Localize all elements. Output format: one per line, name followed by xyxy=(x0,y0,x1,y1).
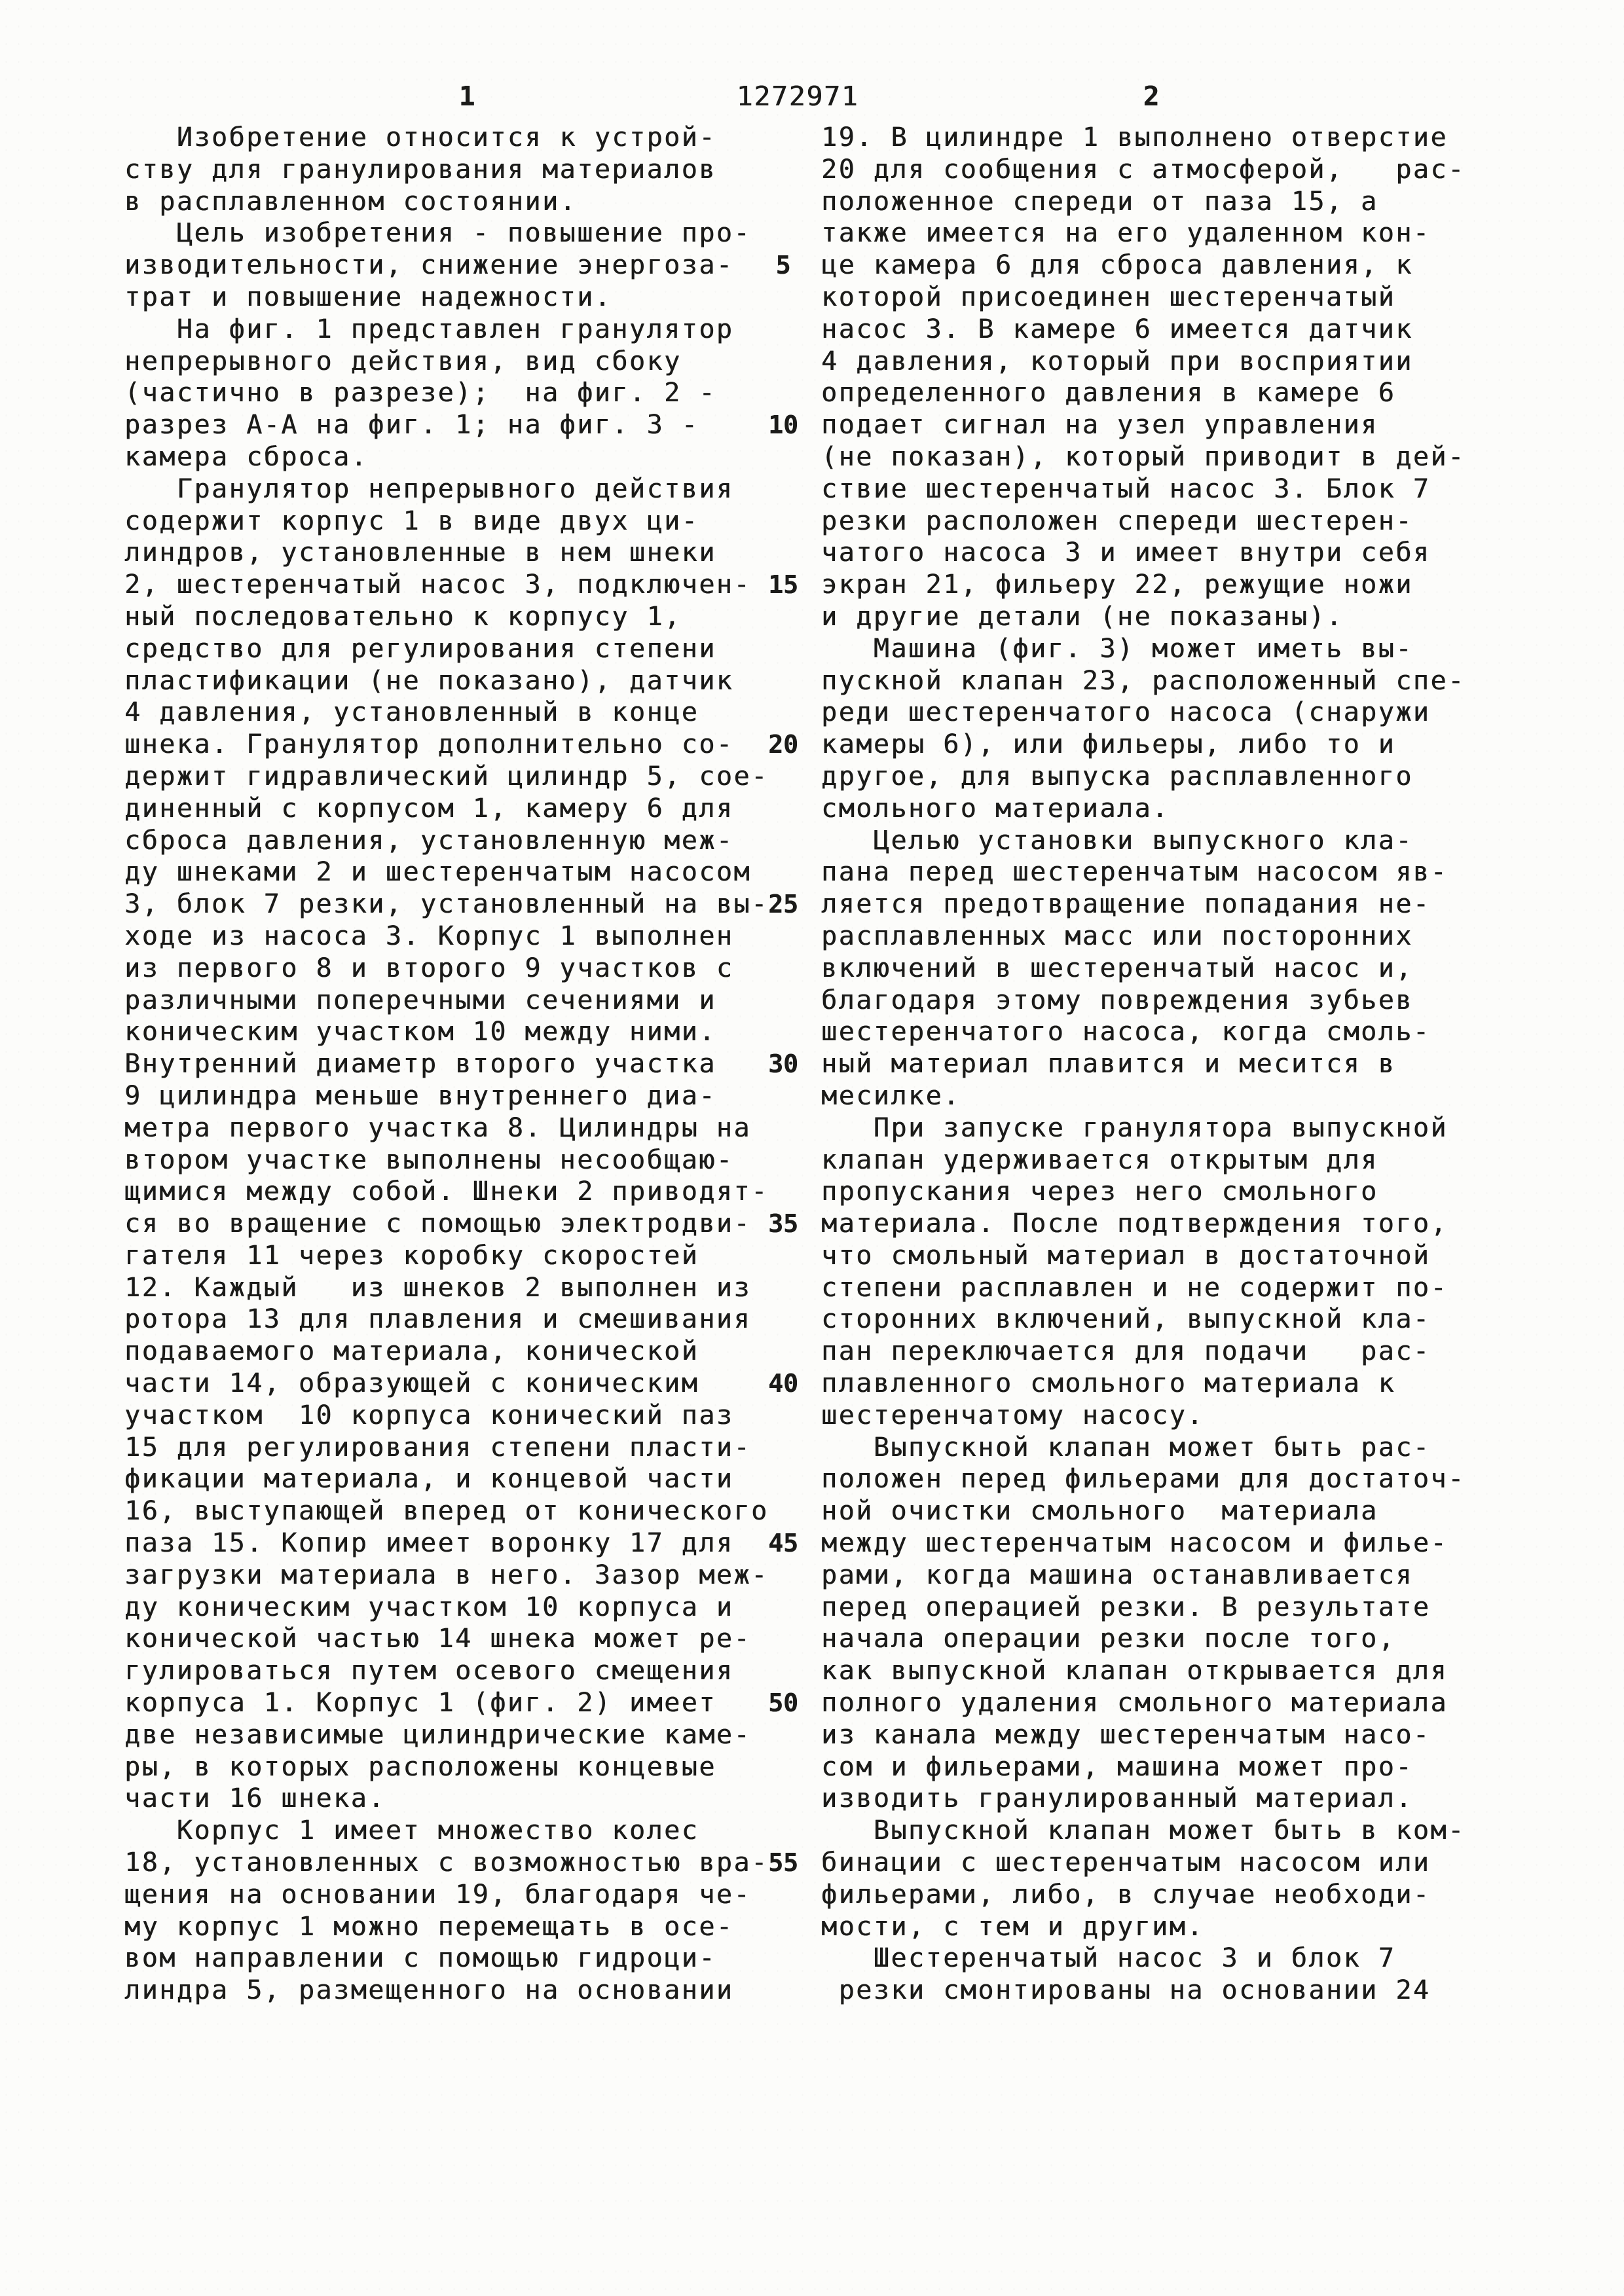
text-line: камеры 6), или фильеры, либо то и xyxy=(821,729,1396,760)
text-line: 15 для регулирования степени пласти- xyxy=(124,1432,751,1463)
text-line: включений в шестеренчатый насос и, xyxy=(821,953,1413,983)
text-line: втором участке выполнены несообщаю- xyxy=(124,1144,734,1175)
text-line: также имеется на его удаленном кон- xyxy=(821,218,1431,249)
line-number: 15 xyxy=(768,570,798,600)
text-line: сторонних включений, выпускной кла- xyxy=(821,1304,1431,1335)
text-line: 18, установленных с возможностью вра- xyxy=(124,1848,769,1878)
text-line: подает сигнал на узел управления xyxy=(821,410,1378,441)
text-line: пропускания через него смольного xyxy=(821,1176,1378,1207)
text-line: вом направлении с помощью гидроци- xyxy=(124,1943,716,1974)
line-number: 10 xyxy=(768,410,798,440)
line-number: 20 xyxy=(768,730,798,759)
text-line: 4 давления, который при восприятии xyxy=(821,346,1413,376)
text-line: резки расположен спереди шестерен- xyxy=(821,505,1413,536)
text-line: подаваемого материала, конической xyxy=(124,1336,699,1367)
text-line: 19. В цилиндре 1 выполнено отверстие xyxy=(821,122,1448,153)
text-line: определенного давления в камере 6 xyxy=(821,378,1396,409)
text-line: щимися между собой. Шнеки 2 приводят- xyxy=(124,1176,769,1207)
text-line: На фиг. 1 представлен гранулятор xyxy=(124,314,734,344)
text-line: ляется предотвращение попадания не- xyxy=(821,889,1431,920)
text-line: шнека. Гранулятор дополнительно со- xyxy=(124,729,734,760)
text-line: мости, с тем и другим. xyxy=(821,1911,1204,1942)
text-line: бинации с шестеренчатым насосом или xyxy=(821,1848,1431,1878)
text-line: Цель изобретения - повышение про- xyxy=(124,218,751,249)
text-line: чатого насоса 3 и имеет внутри себя xyxy=(821,538,1431,568)
line-number: 45 xyxy=(768,1529,798,1558)
text-line: из первого 8 и второго 9 участков с xyxy=(124,953,734,983)
text-line: части 14, образующей с коническим xyxy=(124,1368,699,1399)
text-line: что смольный материал в достаточной xyxy=(821,1240,1431,1271)
text-line: 2, шестеренчатый насос 3, подключен- xyxy=(124,570,751,600)
text-line: линдров, установленные в нем шнеки xyxy=(124,538,716,568)
text-line: пан переключается для подачи рас- xyxy=(821,1336,1431,1367)
line-number: 25 xyxy=(768,890,798,919)
text-line: При запуске гранулятора выпускной xyxy=(821,1112,1448,1143)
left-column-number: 1 xyxy=(458,81,477,112)
text-line: Гранулятор непрерывного действия xyxy=(124,473,734,504)
text-line: му корпус 1 можно перемещать в осе- xyxy=(124,1911,734,1942)
text-line: непрерывного действия, вид сбоку xyxy=(124,346,682,376)
text-line: расплавленных масс или посторонних xyxy=(821,920,1413,951)
text-line: ный материал плавится и месится в xyxy=(821,1049,1396,1080)
text-line: полного удаления смольного материала xyxy=(821,1688,1448,1719)
text-line: загрузки материала в него. Зазор меж- xyxy=(124,1559,769,1590)
left-text-column xyxy=(124,122,786,2007)
text-line: средство для регулирования степени xyxy=(124,633,716,664)
line-number: 30 xyxy=(768,1049,798,1079)
text-line: ный последовательно к корпусу 1, xyxy=(124,601,682,632)
text-line: линдра 5, размещенного на основании xyxy=(124,1975,734,2006)
text-line: конической частью 14 шнека может ре- xyxy=(124,1624,751,1654)
text-line: содержит корпус 1 в виде двух ци- xyxy=(124,505,699,536)
text-line: ной очистки смольного материала xyxy=(821,1496,1378,1527)
text-line: пускной клапан 23, расположенный спе- xyxy=(821,665,1466,696)
text-line: две независимые цилиндрические каме- xyxy=(124,1719,751,1750)
text-line: Шестеренчатый насос 3 и блок 7 xyxy=(821,1943,1396,1974)
text-line: рами, когда машина останавливается xyxy=(821,1559,1413,1590)
text-line: (частично в разрезе); на фиг. 2 - xyxy=(124,378,716,409)
text-line: Целью установки выпускного кла- xyxy=(821,825,1413,856)
line-number: 35 xyxy=(768,1209,798,1239)
text-line: 9 цилиндра меньше внутреннего диа- xyxy=(124,1080,716,1111)
line-number: 40 xyxy=(768,1369,798,1398)
text-line: степени расплавлен и не содержит по- xyxy=(821,1272,1448,1303)
text-line: части 16 шнека. xyxy=(124,1783,386,1814)
text-line: благодаря этому повреждения зубьев xyxy=(821,985,1413,1015)
text-line: метра первого участка 8. Цилиндры на xyxy=(124,1112,751,1143)
line-number: 5 xyxy=(775,251,791,280)
text-line: фикации материала, и концевой части xyxy=(124,1464,734,1495)
text-line: 20 для сообщения с атмосферой, рас- xyxy=(821,154,1466,185)
text-line: Машина (фиг. 3) может иметь вы- xyxy=(821,633,1413,664)
line-number: 50 xyxy=(768,1688,798,1718)
text-line: сброса давления, установленную меж- xyxy=(124,825,734,856)
text-line: экран 21, фильеру 22, режущие ножи xyxy=(821,570,1413,600)
text-line: различными поперечными сечениями и xyxy=(124,985,716,1015)
text-line: материала. После подтверждения того, xyxy=(821,1209,1448,1239)
text-line: Внутренний диаметр второго участка xyxy=(124,1049,716,1080)
text-line: камера сброса. xyxy=(124,441,369,472)
text-line: клапан удерживается открытым для xyxy=(821,1144,1378,1175)
text-line: гулироваться путем осевого смещения xyxy=(124,1656,734,1686)
text-line: 12. Каждый из шнеков 2 выполнен из xyxy=(124,1272,751,1303)
patent-number: 1272971 xyxy=(736,81,859,112)
text-line: це камера 6 для сброса давления, к xyxy=(821,250,1413,281)
text-line: ду шнеками 2 и шестеренчатым насосом xyxy=(124,857,751,888)
text-line: диненный с корпусом 1, камеру 6 для xyxy=(124,793,734,824)
text-line: как выпускной клапан открывается для xyxy=(821,1656,1448,1686)
text-line: 4 давления, установленный в конце xyxy=(124,697,699,728)
text-line: шестеренчатому насосу. xyxy=(821,1400,1204,1430)
text-line: начала операции резки после того, xyxy=(821,1624,1396,1654)
text-line: в расплавленном состоянии. xyxy=(124,186,578,217)
text-line: ходе из насоса 3. Корпус 1 выполнен xyxy=(124,920,734,951)
text-line: ствие шестеренчатый насос 3. Блок 7 xyxy=(821,473,1431,504)
text-line: сом и фильерами, машина может про- xyxy=(821,1751,1413,1782)
text-line: пластификации (не показано), датчик xyxy=(124,665,734,696)
right-text-column xyxy=(821,122,1535,2007)
line-number: 55 xyxy=(768,1848,798,1878)
text-line: гателя 11 через коробку скоростей xyxy=(124,1240,699,1271)
text-line: паза 15. Копир имеет воронку 17 для xyxy=(124,1528,734,1559)
text-line: щения на основании 19, благодаря че- xyxy=(124,1879,751,1910)
text-line: корпуса 1. Корпус 1 (фиг. 2) имеет xyxy=(124,1688,716,1719)
text-line: (не показан), который приводит в дей- xyxy=(821,441,1466,472)
text-line: 3, блок 7 резки, установленный на вы- xyxy=(124,889,769,920)
text-line: коническим участком 10 между ними. xyxy=(124,1017,716,1048)
text-line: шестеренчатого насоса, когда смоль- xyxy=(821,1017,1431,1048)
text-line: положен перед фильерами для достаточ- xyxy=(821,1464,1466,1495)
text-line: Выпускной клапан может быть рас- xyxy=(821,1432,1431,1463)
text-line: Изобретение относится к устрой- xyxy=(124,122,716,153)
text-line: другое, для выпуска расплавленного xyxy=(821,761,1413,792)
text-line: резки смонтированы на основании 24 xyxy=(821,1975,1431,2006)
text-line: ры, в которых расположены концевые xyxy=(124,1751,716,1782)
text-line: положенное спереди от паза 15, а xyxy=(821,186,1378,217)
text-line: плавленного смольного материала к xyxy=(821,1368,1396,1399)
text-line: Корпус 1 имеет множество колес xyxy=(124,1815,699,1846)
text-line: Выпускной клапан может быть в ком- xyxy=(821,1815,1466,1846)
text-line: пана перед шестеренчатым насосом яв- xyxy=(821,857,1448,888)
text-line: изводительности, снижение энергоза- xyxy=(124,250,734,281)
right-column-number: 2 xyxy=(1143,81,1161,112)
text-line: ству для гранулирования материалов xyxy=(124,154,716,185)
text-line: из канала между шестеренчатым насо- xyxy=(821,1719,1431,1750)
text-line: перед операцией резки. В результате xyxy=(821,1592,1431,1622)
text-line: трат и повышение надежности. xyxy=(124,282,612,312)
text-line: фильерами, либо, в случае необходи- xyxy=(821,1879,1431,1910)
text-line: участком 10 корпуса конический паз xyxy=(124,1400,734,1430)
text-line: реди шестеренчатого насоса (снаружи xyxy=(821,697,1431,728)
text-line: и другие детали (не показаны). xyxy=(821,601,1344,632)
text-line: ся во вращение с помощью электродви- xyxy=(124,1209,751,1239)
text-line: месилке. xyxy=(821,1080,961,1111)
text-line: держит гидравлический цилиндр 5, сое- xyxy=(124,761,769,792)
text-line: смольного материала. xyxy=(821,793,1170,824)
text-line: ду коническим участком 10 корпуса и xyxy=(124,1592,734,1622)
text-line: ротора 13 для плавления и смешивания xyxy=(124,1304,751,1335)
text-line: которой присоединен шестеренчатый xyxy=(821,282,1396,312)
text-line: между шестеренчатым насосом и филье- xyxy=(821,1528,1448,1559)
text-line: 16, выступающей вперед от конического xyxy=(124,1496,769,1527)
text-line: разрез А-А на фиг. 1; на фиг. 3 - xyxy=(124,410,699,441)
text-line: изводить гранулированный материал. xyxy=(821,1783,1413,1814)
text-line: насос 3. В камере 6 имеется датчик xyxy=(821,314,1413,344)
